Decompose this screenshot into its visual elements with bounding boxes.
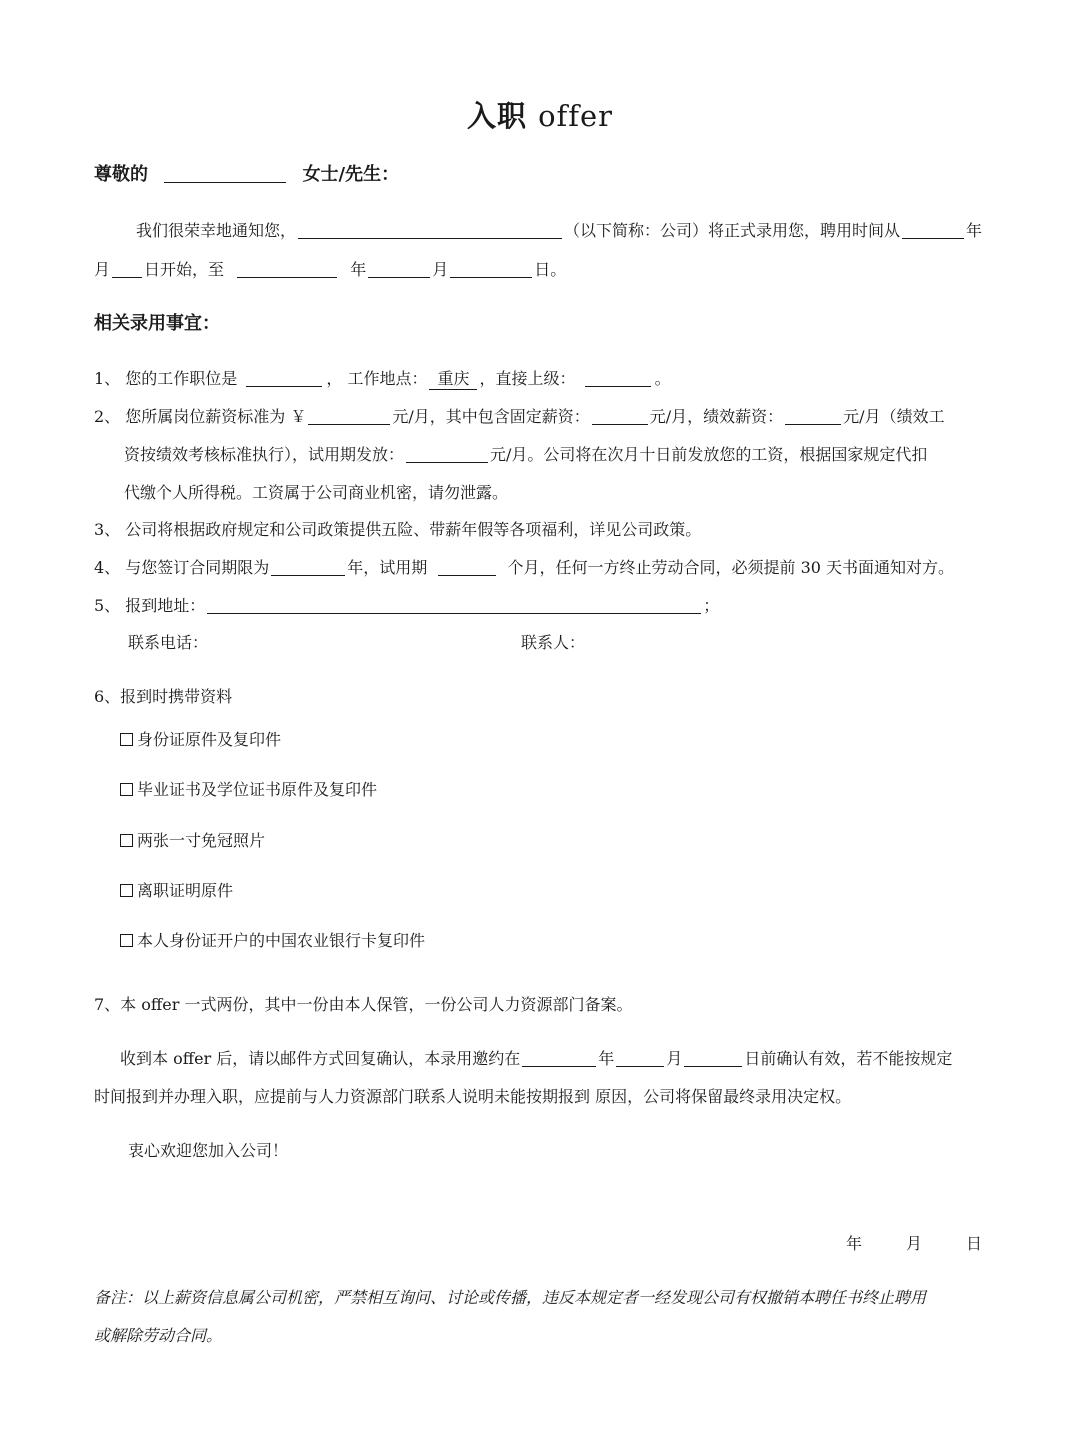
item-2-text-a: 2、 您所属岗位薪资标准为 ￥ bbox=[94, 407, 307, 426]
checkbox-icon[interactable] bbox=[120, 733, 133, 746]
end-year-label: 年 bbox=[350, 260, 367, 279]
item-2-line-1 bbox=[94, 405, 945, 429]
item-1-supervisor-label: ，直接上级： bbox=[479, 369, 576, 388]
confirm-month-label: 月 bbox=[666, 1049, 683, 1068]
probation-salary-blank[interactable] bbox=[406, 444, 488, 463]
item-1-location-label: ， 工作地点： bbox=[326, 369, 428, 388]
material-label: 毕业证书及学位证书原件及复印件 bbox=[137, 780, 378, 799]
item-4-text-c: 个月，任何一方终止劳动合同，必须提前 30 天书面通知对方。 bbox=[507, 558, 955, 577]
phone-label: 联系电话： bbox=[128, 633, 209, 652]
greeting-prefix: 尊敬的 bbox=[94, 164, 148, 185]
document-title bbox=[0, 98, 1080, 134]
work-location-value[interactable]: 重庆 bbox=[429, 369, 477, 390]
name-blank[interactable] bbox=[164, 164, 286, 183]
material-item[interactable] bbox=[120, 929, 425, 953]
material-label: 离职证明原件 bbox=[137, 881, 234, 900]
checkbox-icon[interactable] bbox=[120, 783, 133, 796]
company-name-blank[interactable] bbox=[298, 220, 562, 239]
intro-month-label: 月 bbox=[94, 260, 111, 279]
intro-day-label: 日开始，至 bbox=[144, 260, 225, 279]
item-3: 3、 公司将根据政府规定和公司政策提供五险、带薪年假等各项福利，详见公司政策。 bbox=[94, 520, 702, 539]
confirm-year-label: 年 bbox=[598, 1049, 615, 1068]
title-en: offer bbox=[538, 99, 614, 133]
date-day-label: 日 bbox=[966, 1234, 983, 1253]
supervisor-blank[interactable] bbox=[585, 368, 651, 387]
confirm-month-blank[interactable] bbox=[616, 1048, 664, 1067]
item-1 bbox=[94, 367, 671, 391]
probation-months-blank[interactable] bbox=[438, 557, 496, 576]
date-year-label: 年 bbox=[846, 1234, 863, 1253]
item-5-text: 5、 报到地址： bbox=[94, 596, 206, 615]
material-item[interactable] bbox=[120, 778, 377, 802]
note-line-1: 备注：以上薪资信息属公司机密，严禁相互询问、讨论或传播，违反本规定者一经发现公司有权撤销本聘任书终止聘用 bbox=[94, 1288, 927, 1307]
welcome-text: 衷心欢迎您加入公司！ bbox=[128, 1141, 289, 1160]
item-1-end: 。 bbox=[654, 369, 671, 388]
item-4 bbox=[94, 556, 954, 580]
item-2-text-d: 元/月（绩效工 bbox=[843, 407, 945, 426]
intro-text-2: （以下简称：公司）将正式录用您，聘用时间从 bbox=[564, 221, 901, 240]
material-label: 身份证原件及复印件 bbox=[137, 730, 282, 749]
intro-text-3: 年 bbox=[966, 221, 983, 240]
checkbox-icon[interactable] bbox=[120, 934, 133, 947]
note-line-2: 或解除劳动合同。 bbox=[94, 1326, 223, 1345]
item-2-line-2 bbox=[124, 443, 927, 467]
confirm-day-blank[interactable] bbox=[684, 1048, 742, 1067]
end-day-blank[interactable] bbox=[450, 259, 532, 278]
material-label: 本人身份证开户的中国农业银行卡复印件 bbox=[137, 931, 426, 950]
date-month-label: 月 bbox=[906, 1234, 923, 1253]
material-item[interactable] bbox=[120, 728, 281, 752]
end-date-blank[interactable] bbox=[237, 259, 337, 278]
fixed-salary-blank[interactable] bbox=[592, 406, 648, 425]
material-item[interactable] bbox=[120, 879, 233, 903]
contact-label: 联系人： bbox=[521, 633, 586, 652]
contract-years-blank[interactable] bbox=[271, 557, 345, 576]
item-7: 7、本 offer 一式两份，其中一份由本人保管，一份公司人力资源部门备案。 bbox=[94, 995, 633, 1014]
start-month-blank[interactable] bbox=[112, 259, 142, 278]
salary-standard-blank[interactable] bbox=[308, 406, 390, 425]
title-cn: 入职 bbox=[466, 99, 527, 133]
material-item[interactable] bbox=[120, 829, 265, 853]
position-blank[interactable] bbox=[246, 368, 322, 387]
report-address-blank[interactable] bbox=[207, 595, 701, 614]
item-2-text-f: 元/月。公司将在次月十日前发放您的工资，根据国家规定代扣 bbox=[490, 445, 928, 464]
section-heading: 相关录用事宜： bbox=[94, 313, 220, 334]
material-label: 两张一寸免冠照片 bbox=[137, 831, 266, 850]
item-4-text-b: 年，试用期 bbox=[347, 558, 428, 577]
item-5 bbox=[94, 594, 719, 618]
greeting-line bbox=[94, 163, 399, 187]
confirm-line-1 bbox=[120, 1047, 952, 1071]
greeting-suffix: 女士/先生： bbox=[302, 164, 400, 185]
end-month-blank[interactable] bbox=[368, 259, 430, 278]
intro-line-1 bbox=[136, 219, 982, 243]
item-5-end: ； bbox=[703, 596, 720, 615]
confirm-year-blank[interactable] bbox=[522, 1048, 596, 1067]
item-6: 6、报到时携带资料 bbox=[94, 687, 233, 706]
performance-salary-blank[interactable] bbox=[785, 406, 841, 425]
confirm-text-a: 收到本 offer 后，请以邮件方式回复确认，本录用邀约在 bbox=[120, 1049, 521, 1068]
start-year-blank[interactable] bbox=[902, 220, 964, 239]
checkbox-icon[interactable] bbox=[120, 834, 133, 847]
intro-line-2 bbox=[94, 258, 566, 282]
confirm-text-d: 日前确认有效，若不能按规定 bbox=[744, 1049, 953, 1068]
item-2-text-c: 元/月，绩效薪资： bbox=[649, 407, 784, 426]
end-day-label: 日。 bbox=[534, 260, 567, 279]
item-2-line-3: 代缴个人所得税。工资属于公司商业机密，请勿泄露。 bbox=[124, 483, 509, 502]
item-2-text-e: 资按绩效考核标准执行），试用期发放： bbox=[124, 445, 405, 464]
end-month-label: 月 bbox=[432, 260, 449, 279]
item-1-text: 1、 您的工作职位是 bbox=[94, 369, 238, 388]
confirm-line-2: 时间报到并办理入职，应提前与人力资源部门联系人说明未能按期报到 原因，公司将保留最终录用决定权。 bbox=[94, 1087, 852, 1106]
checkbox-icon[interactable] bbox=[120, 884, 133, 897]
intro-text-1: 我们很荣幸地通知您， bbox=[136, 221, 297, 240]
item-4-text-a: 4、 与您签订合同期限为 bbox=[94, 558, 270, 577]
item-2-text-b: 元/月，其中包含固定薪资： bbox=[392, 407, 590, 426]
